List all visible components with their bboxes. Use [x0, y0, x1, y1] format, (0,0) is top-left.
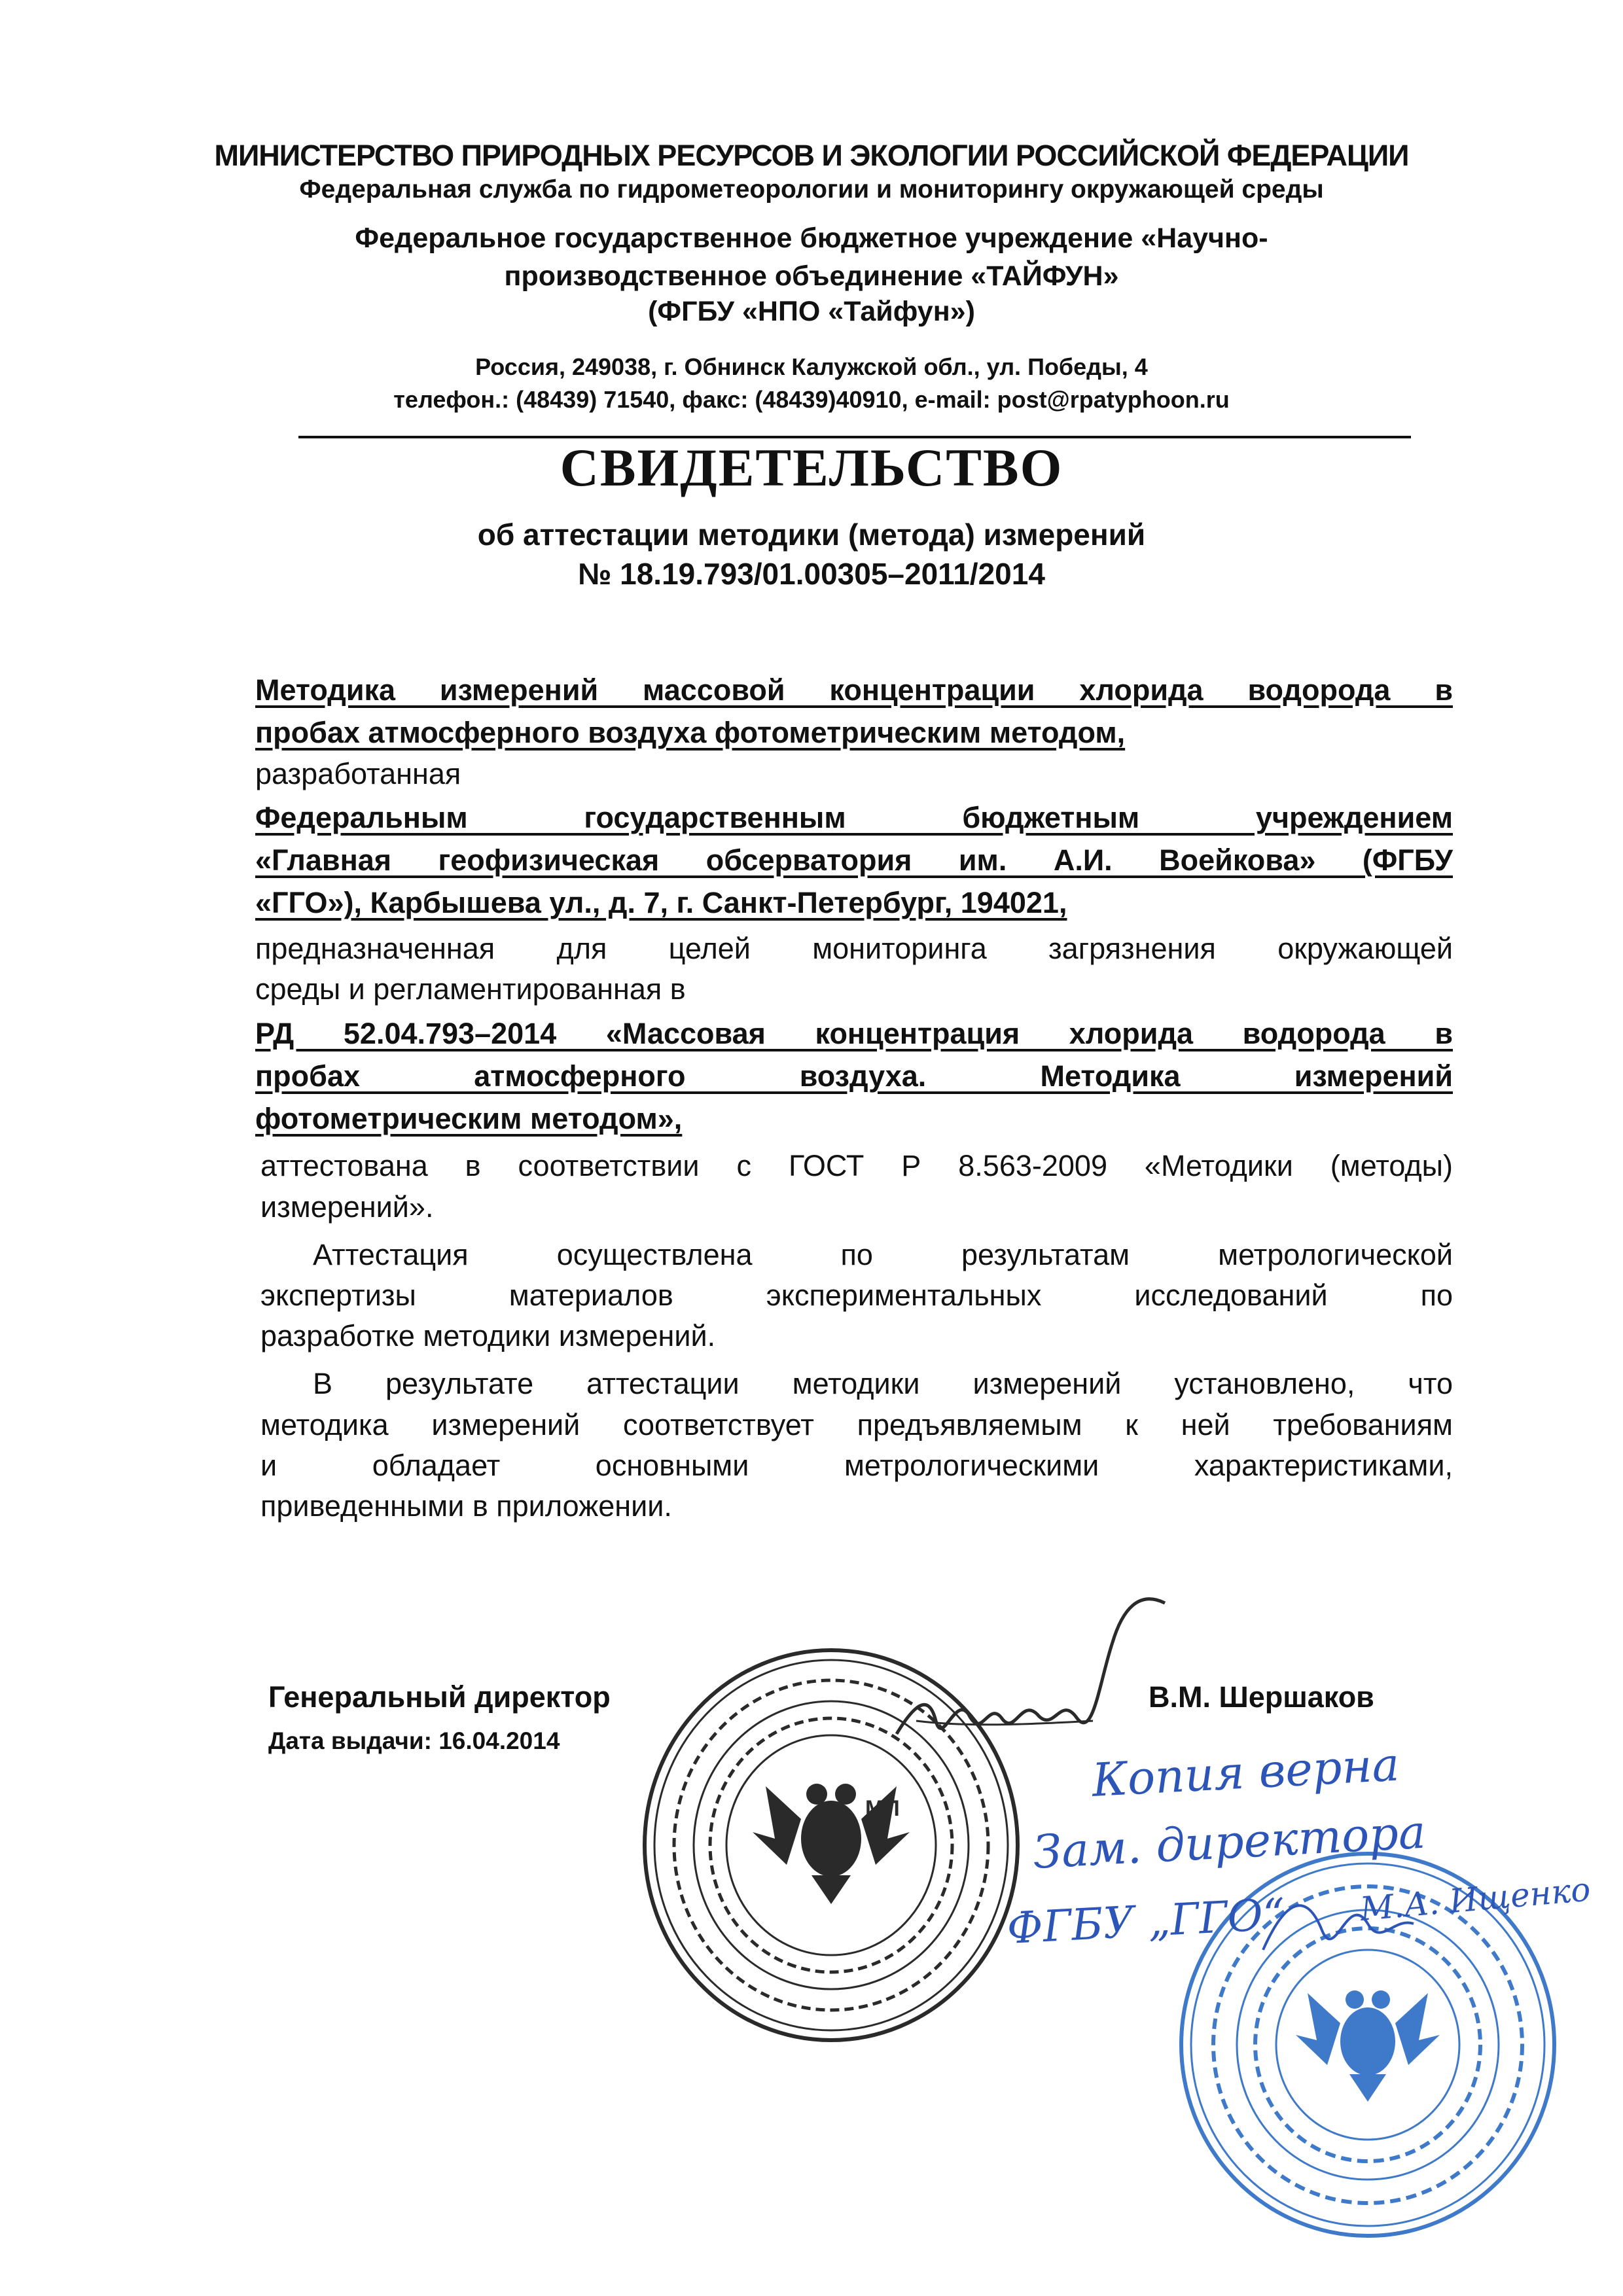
purpose-line-1: предназначенная для целей мониторинга загрязнения окружающей [255, 932, 1453, 965]
institution-address: Россия, 249038, г. Обнинск Калужской обл., ул. Победы, 4 [475, 353, 1148, 380]
ministry-name: МИНИСТЕРСТВО ПРИРОДНЫХ РЕСУРСОВ И ЭКОЛОГИИ РОССИЙСКОЙ ФЕДЕРАЦИИ [214, 139, 1409, 172]
purpose-line-2: среды и регламентированная в [255, 972, 686, 1006]
developer-line-1: Федеральным государственным бюджетным учреждением [255, 801, 1453, 834]
paragraph-1-line-3: разработке методики измерений. [260, 1319, 716, 1352]
copy-note-signer: М.А. Ищенко [1358, 1870, 1592, 1928]
method-title-line-2: пробах атмосферного воздуха фотометрическим методом, [255, 716, 1126, 749]
document-number: № 18.19.793/01.00305–2011/2014 [578, 557, 1045, 591]
method-title-line-1: Методика измерений массовой концентрации хлорида водорода в [255, 673, 1453, 707]
rd-line-3: фотометрическим методом», [255, 1102, 683, 1135]
attested-line-2: измерений». [260, 1190, 434, 1224]
rd-line-1: РД 52.04.793–2014 «Массовая концентрация хлорида водорода в [255, 1017, 1453, 1050]
copy-certification-note [982, 1727, 1597, 2094]
copy-note-line-1: Копия верна [1090, 1737, 1401, 1807]
issue-date: Дата выдачи: 16.04.2014 [268, 1727, 560, 1754]
institution-line-1: Федеральное государственное бюджетное учреждение «Научно- [355, 222, 1268, 254]
service-name: Федеральная служба по гидрометеорологии и мониторингу окружающей среды [299, 175, 1324, 203]
document-subtitle: об аттестации методики (метода) измерений [477, 518, 1146, 552]
paragraph-2-line-2: методика измерений соответствует предъявляемым к ней требованиям [260, 1408, 1453, 1441]
document-title: СВИДЕТЕЛЬСТВО [560, 438, 1063, 497]
institution-line-2: производственное объединение «ТАЙФУН» [504, 260, 1119, 292]
stamp-mark-label: МП [865, 1796, 900, 1821]
paragraph-2-line-4: приведенными в приложении. [260, 1489, 672, 1523]
attested-line-1: аттестована в соответствии с ГОСТ Р 8.563-2009 «Методики (методы) [260, 1149, 1453, 1182]
paragraph-1-line-2: экспертизы материалов экспериментальных исследований по [260, 1279, 1453, 1312]
rd-line-2: пробах атмосферного воздуха. Методика измерений [255, 1059, 1453, 1093]
paragraph-1-line-1: Аттестация осуществлена по результатам метрологической [313, 1238, 1453, 1271]
developer-line-2: «Главная геофизическая обсерватория им. А.И. Воейкова» (ФГБУ [255, 843, 1453, 877]
copy-note-line-2: Зам. директора [1031, 1805, 1427, 1879]
paragraph-2-line-3: и обладает основными метрологическими характеристиками, [260, 1449, 1453, 1482]
developed-by-label: разработанная [255, 757, 461, 790]
copy-note-line-3: ФГБУ „ГГО“ [1005, 1888, 1287, 1954]
institution-contacts: телефон.: (48439) 71540, факс: (48439)40910, e-mail: post@rpatyphoon.ru [393, 386, 1230, 413]
developer-line-3: «ГГО»), Карбышева ул., д. 7, г. Санкт-Петербург, 194021, [255, 886, 1067, 919]
signatory-position: Генеральный директор [268, 1680, 611, 1714]
signatory-name: В.М. Шершаков [1149, 1680, 1374, 1714]
institution-short-name: (ФГБУ «НПО «Тайфун») [648, 296, 975, 327]
paragraph-2-line-1: В результате аттестации методики измерений установлено, что [313, 1367, 1453, 1400]
